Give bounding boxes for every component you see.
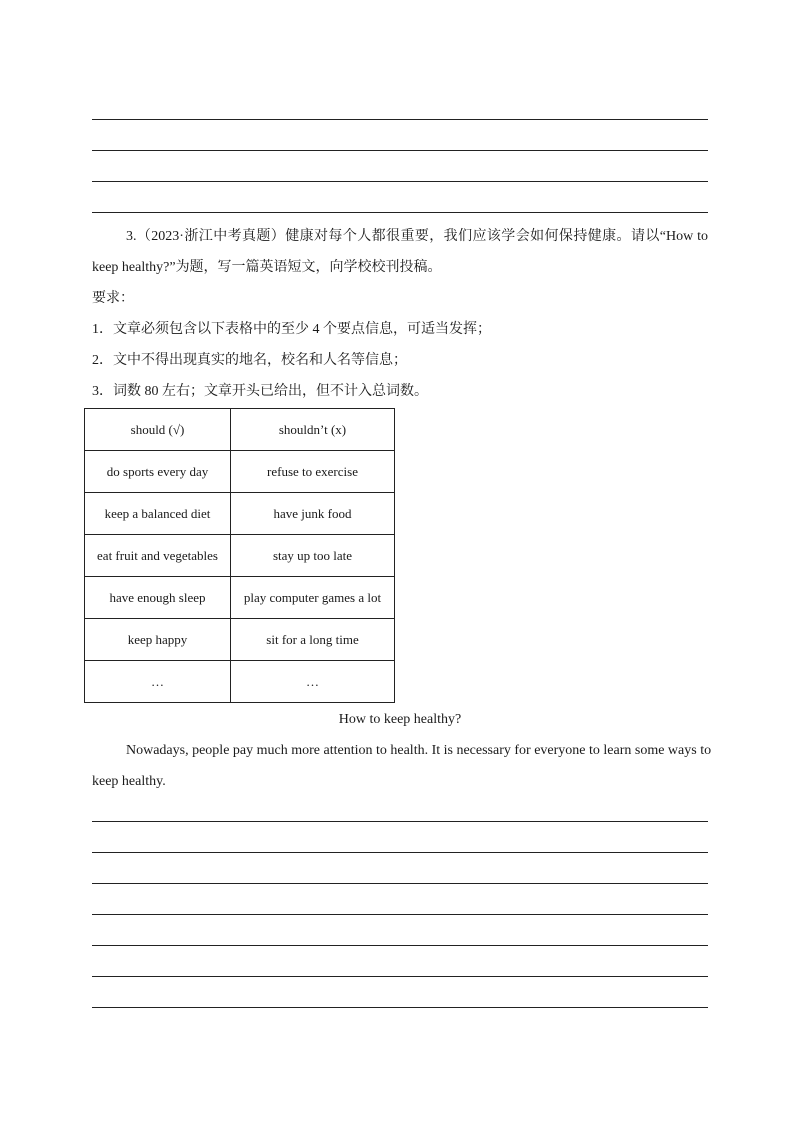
header-shouldnt: shouldn’t (x) bbox=[231, 409, 395, 451]
answer-line bbox=[92, 212, 708, 213]
answer-line bbox=[92, 821, 708, 822]
question-prompt-line-1 bbox=[126, 227, 708, 247]
answer-line bbox=[92, 1007, 708, 1008]
essay-title: How to keep healthy? bbox=[338, 712, 462, 727]
table-header-row bbox=[85, 409, 395, 451]
essay-opening-line-2: keep healthy. bbox=[92, 774, 166, 789]
table-cell: have enough sleep bbox=[85, 577, 231, 619]
table-row bbox=[85, 535, 395, 577]
answer-line bbox=[92, 945, 708, 946]
answer-line bbox=[92, 976, 708, 977]
answer-line bbox=[92, 852, 708, 853]
table-cell: sit for a long time bbox=[231, 619, 395, 661]
question-source: （2023·浙江中考真题） bbox=[136, 229, 286, 244]
requirement-1: 1．文章必须包含以下表格中的至少 4 个要点信息，可适当发挥； bbox=[92, 322, 491, 337]
requirement-3: 3．词数 80 左右；文章开头已给出，但不计入总词数。 bbox=[92, 384, 428, 399]
answer-line bbox=[92, 150, 708, 151]
essay-opening-line-1: Nowadays, people pay much more attention to health. It is necessary for everyone to learn some ways to bbox=[126, 743, 712, 758]
header-should: should (√) bbox=[85, 409, 231, 451]
table-row bbox=[85, 577, 395, 619]
table-row bbox=[85, 619, 395, 661]
table-cell: have junk food bbox=[231, 493, 395, 535]
requirement-2: 2．文中不得出现真实的地名，校名和人名等信息； bbox=[92, 353, 407, 368]
requirements-label: 要求： bbox=[92, 291, 134, 306]
question-number: 3. bbox=[126, 229, 137, 244]
table-row bbox=[85, 451, 395, 493]
answer-line bbox=[92, 181, 708, 182]
table-cell: do sports every day bbox=[85, 451, 231, 493]
table-cell: keep a balanced diet bbox=[85, 493, 231, 535]
key-points-table bbox=[84, 408, 395, 703]
table-cell: keep happy bbox=[85, 619, 231, 661]
table-row bbox=[85, 493, 395, 535]
table-cell: eat fruit and vegetables bbox=[85, 535, 231, 577]
table-row bbox=[85, 661, 395, 703]
table-cell: play computer games a lot bbox=[231, 577, 395, 619]
answer-line bbox=[92, 914, 708, 915]
table-cell: stay up too late bbox=[231, 535, 395, 577]
table-cell: … bbox=[85, 661, 231, 703]
answer-line bbox=[92, 119, 708, 120]
answer-line bbox=[92, 883, 708, 884]
table-cell: refuse to exercise bbox=[231, 451, 395, 493]
question-prompt-text: 健康对每个人都很重要，我们应该学会如何保持健康。请以“How to bbox=[285, 229, 708, 244]
question-prompt-line-2: keep healthy?”为题，写一篇英语短文，向学校校刊投稿。 bbox=[92, 260, 442, 275]
table-cell: … bbox=[231, 661, 395, 703]
